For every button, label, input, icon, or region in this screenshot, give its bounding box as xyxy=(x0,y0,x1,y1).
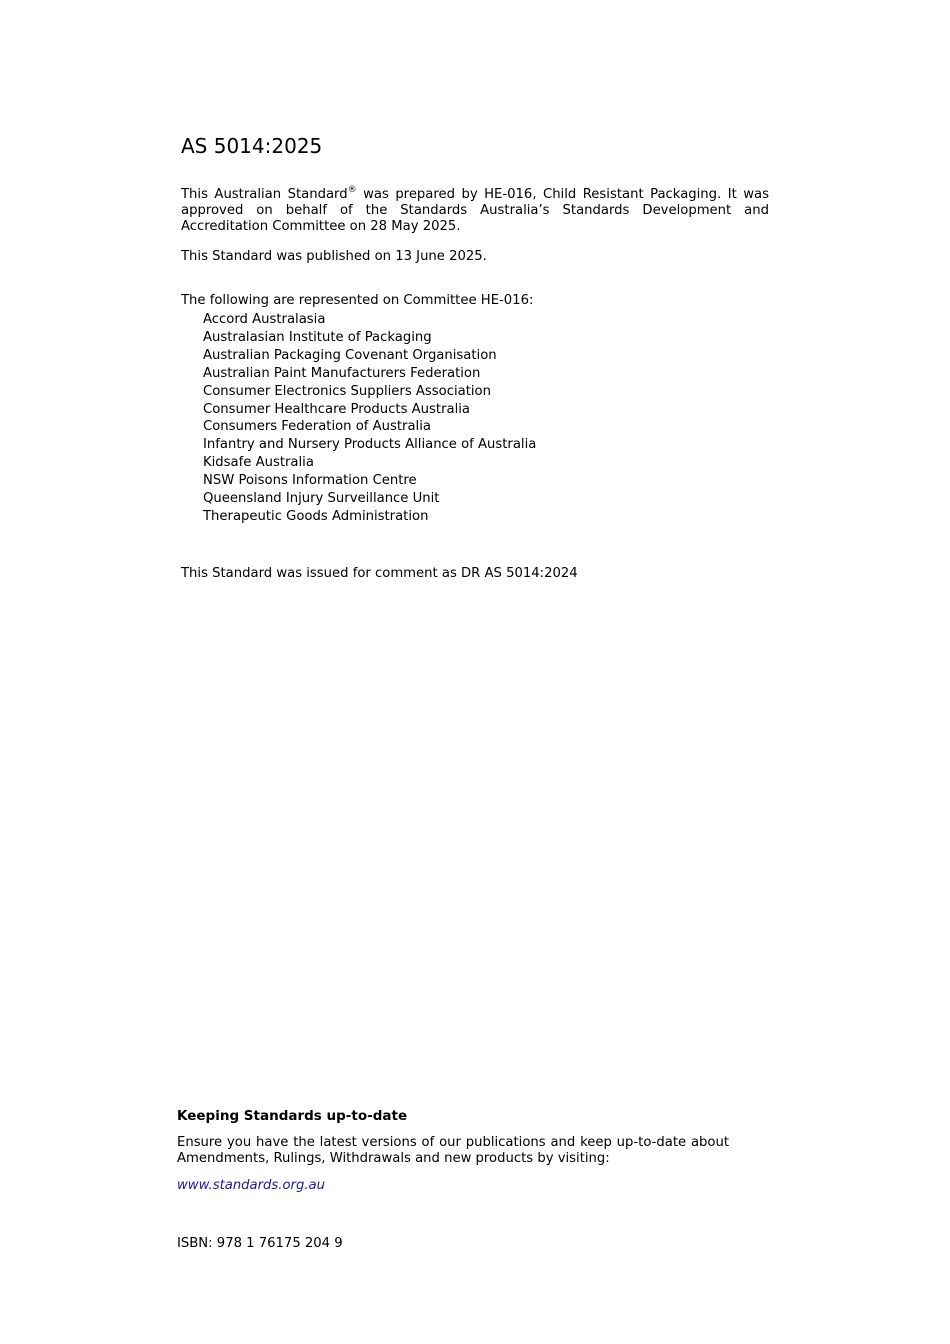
isbn-number: ISBN: 978 1 76175 204 9 xyxy=(177,1236,343,1251)
committee-member: Queensland Injury Surveillance Unit xyxy=(203,491,440,507)
committee-member: Infantry and Nursery Products Alliance of Australia xyxy=(203,437,537,453)
preparation-paragraph xyxy=(181,184,769,235)
publication-date-paragraph: This Standard was published on 13 June 2025. xyxy=(181,249,487,264)
document-title: AS 5014:2025 xyxy=(181,134,323,158)
committee-member: NSW Poisons Information Centre xyxy=(203,473,417,489)
committee-member: Australian Paint Manufacturers Federation xyxy=(203,365,481,381)
registered-trademark-symbol: ® xyxy=(347,184,357,195)
committee-member: Consumers Federation of Australia xyxy=(203,419,431,435)
committee-member: Kidsafe Australia xyxy=(203,455,314,471)
standards-website-link[interactable]: www.standards.org.au xyxy=(177,1178,325,1193)
keeping-up-to-date-heading: Keeping Standards up-to-date xyxy=(177,1108,408,1124)
issued-for-comment-paragraph: This Standard was issued for comment as DR AS 5014:2024 xyxy=(181,566,578,581)
committee-member: Therapeutic Goods Administration xyxy=(203,508,429,524)
preparation-text-start: This Australian Standard xyxy=(181,187,348,202)
committee-member: Consumer Electronics Suppliers Association xyxy=(203,383,491,399)
committee-section xyxy=(181,293,536,526)
committee-member: Accord Australasia xyxy=(203,312,326,327)
keeping-up-to-date-text: Ensure you have the latest versions of our publications and keep up-to-date about Amendments, Rulings, Withdrawals and new products by visiting: xyxy=(177,1135,729,1166)
committee-member: Australian Packaging Covenant Organisation xyxy=(203,347,497,363)
committee-member-list xyxy=(181,311,536,526)
committee-heading: The following are represented on Committee HE-016: xyxy=(181,293,534,308)
committee-member: Australasian Institute of Packaging xyxy=(203,329,432,345)
committee-member: Consumer Healthcare Products Australia xyxy=(203,401,470,417)
preparation-text-end: was prepared by HE-016, Child Resistant Packaging. It was approved on behalf of the Standards Australia’s Standards Development and Accreditation Committee on 28 May 2025. xyxy=(181,187,769,234)
